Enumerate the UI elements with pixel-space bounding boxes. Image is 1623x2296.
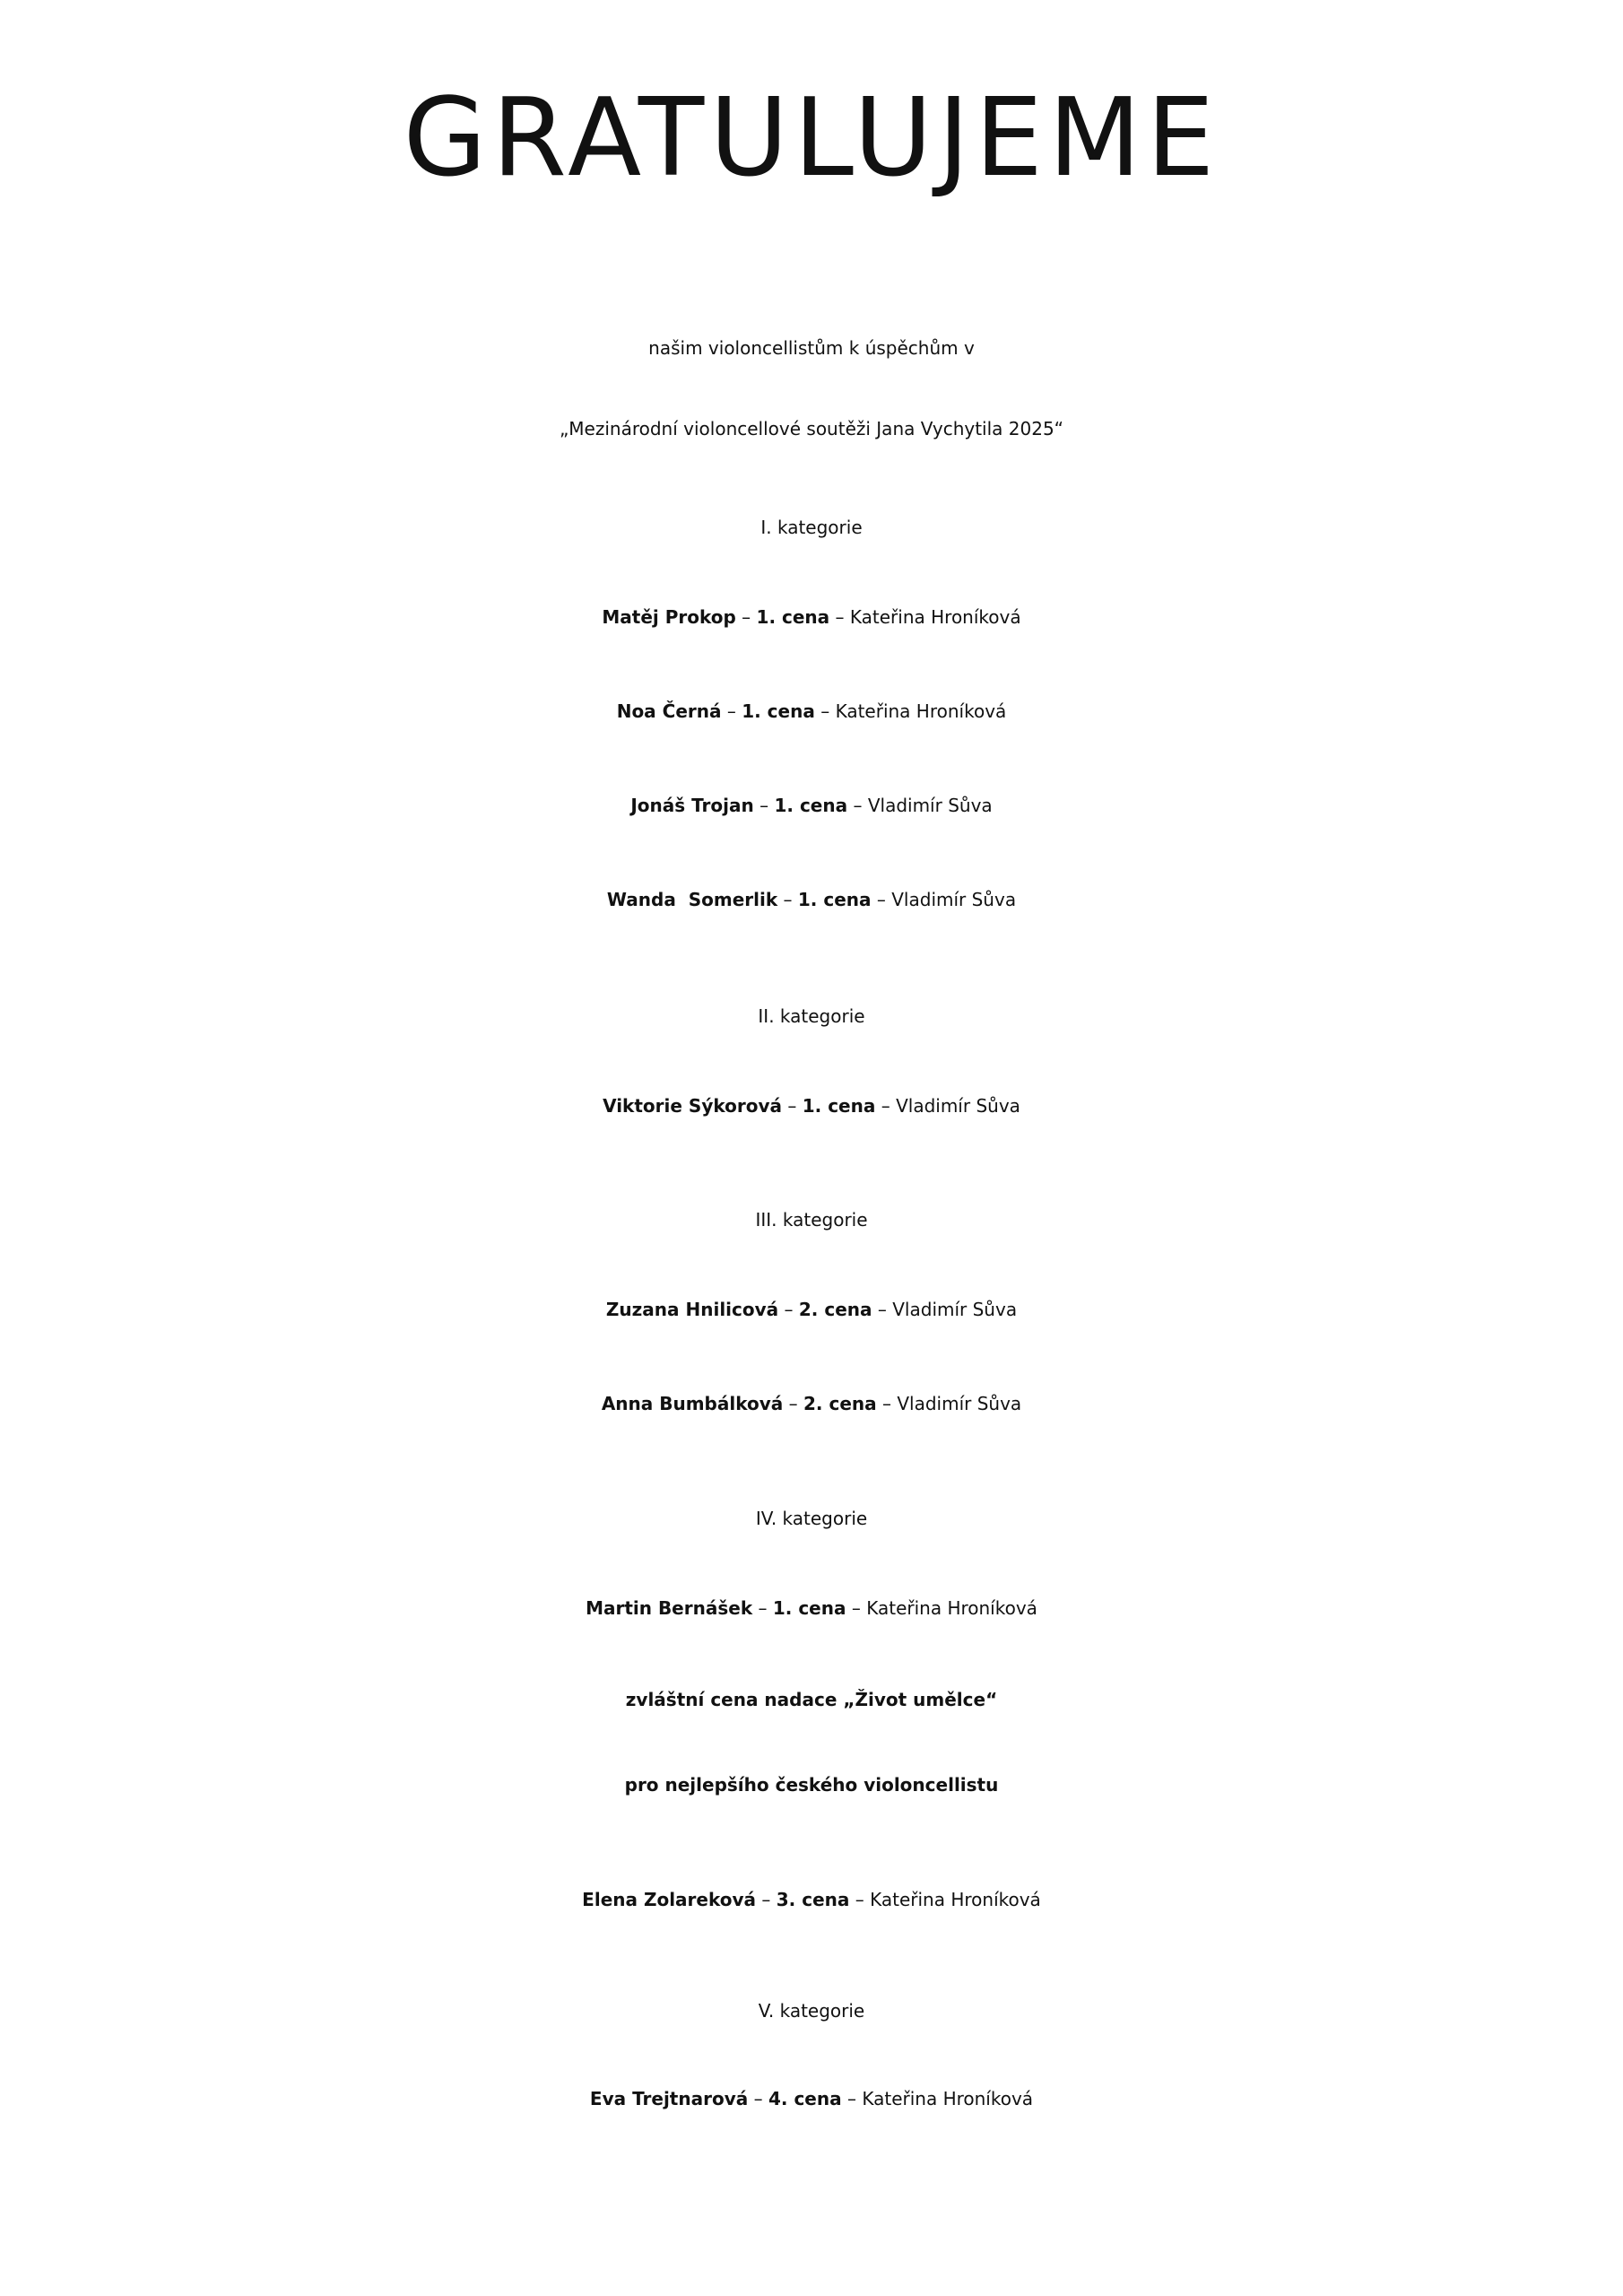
prize-label: 1. cena (774, 795, 848, 816)
dash-separator: – (881, 1095, 890, 1117)
dash-separator: – (881, 1393, 891, 1414)
teacher-name: Kateřina Hroníková (862, 2088, 1034, 2109)
subtitle-line-2: „Mezinárodní violoncellové soutěži Jana Vychytila 2025“ (559, 418, 1064, 439)
prize-label: 1. cena (797, 889, 872, 910)
special-award-line-2: pro nejlepšího českého violoncellistu (624, 1774, 999, 1796)
teacher-name: Kateřina Hroníková (866, 1597, 1037, 1619)
prize-label: 2. cena (798, 1299, 872, 1320)
student-name: Anna Bumbálková (601, 1393, 784, 1414)
dash-separator: – (787, 1095, 797, 1117)
teacher-name: Vladimír Sůva (867, 795, 993, 816)
category-heading-4: IV. kategorie (755, 1508, 868, 1529)
category-heading-2: II. kategorie (758, 1005, 865, 1027)
student-name: Matěj Prokop (602, 606, 736, 628)
special-award-line-1: zvláštní cena nadace „Život umělce“ (625, 1689, 998, 1710)
result-line (0, 1395, 1623, 1413)
student-name: Zuzana Hnilicová (605, 1299, 779, 1320)
result-line (0, 1891, 1623, 1909)
dash-separator: – (742, 606, 751, 628)
student-name: Noa Černá (616, 700, 722, 722)
category-heading-1: I. kategorie (760, 517, 863, 538)
category-heading-3: III. kategorie (755, 1209, 868, 1231)
dash-separator: – (788, 1393, 798, 1414)
teacher-name: Kateřina Hroníková (849, 606, 1021, 628)
prize-label: 4. cena (768, 2088, 842, 2109)
result-line (0, 1599, 1623, 1617)
student-name: Martin Bernášek (586, 1597, 753, 1619)
dash-separator: – (855, 1889, 864, 1910)
prize-label: 1. cena (742, 700, 815, 722)
prize-label: 1. cena (756, 606, 830, 628)
student-name: Jonáš Trojan (630, 795, 754, 816)
prize-label: 1. cena (802, 1095, 876, 1117)
dash-separator: – (853, 795, 863, 816)
result-line (0, 2090, 1623, 2108)
result-line (0, 891, 1623, 909)
teacher-name: Kateřina Hroníková (835, 700, 1007, 722)
student-name: Eva Trejtnarová (589, 2088, 749, 2109)
dash-separator: – (846, 2088, 856, 2109)
dash-separator: – (835, 606, 845, 628)
result-line (0, 1097, 1623, 1115)
teacher-name: Vladimír Sůva (896, 1095, 1020, 1117)
dash-separator: – (851, 1597, 861, 1619)
prize-label: 1. cena (772, 1597, 846, 1619)
dash-separator: – (876, 889, 886, 910)
prize-label: 2. cena (803, 1393, 877, 1414)
teacher-name: Vladimír Sůva (897, 1393, 1022, 1414)
dash-separator: – (820, 700, 830, 722)
dash-separator: – (784, 1299, 794, 1320)
result-line (0, 1300, 1623, 1318)
subtitle-line-1: našim violoncellistům k úspěchům v (648, 337, 975, 359)
dash-separator: – (783, 889, 793, 910)
student-name: Viktorie Sýkorová (603, 1095, 782, 1117)
student-name: Wanda Somerlik (606, 889, 778, 910)
dash-separator: – (761, 1889, 771, 1910)
result-line (0, 796, 1623, 814)
dash-separator: – (758, 1597, 768, 1619)
dash-separator: – (753, 2088, 763, 2109)
dash-separator: – (759, 795, 769, 816)
prize-label: 3. cena (776, 1889, 850, 1910)
student-name: Elena Zolareková (582, 1889, 757, 1910)
teacher-name: Vladimír Sůva (892, 1299, 1018, 1320)
page-title: GRATULUJEME (403, 76, 1220, 201)
teacher-name: Kateřina Hroníková (870, 1889, 1041, 1910)
dash-separator: – (726, 700, 736, 722)
result-line (0, 702, 1623, 720)
category-heading-5: V. kategorie (758, 2000, 865, 2022)
teacher-name: Vladimír Sůva (891, 889, 1017, 910)
dash-separator: – (877, 1299, 887, 1320)
result-line (0, 608, 1623, 626)
